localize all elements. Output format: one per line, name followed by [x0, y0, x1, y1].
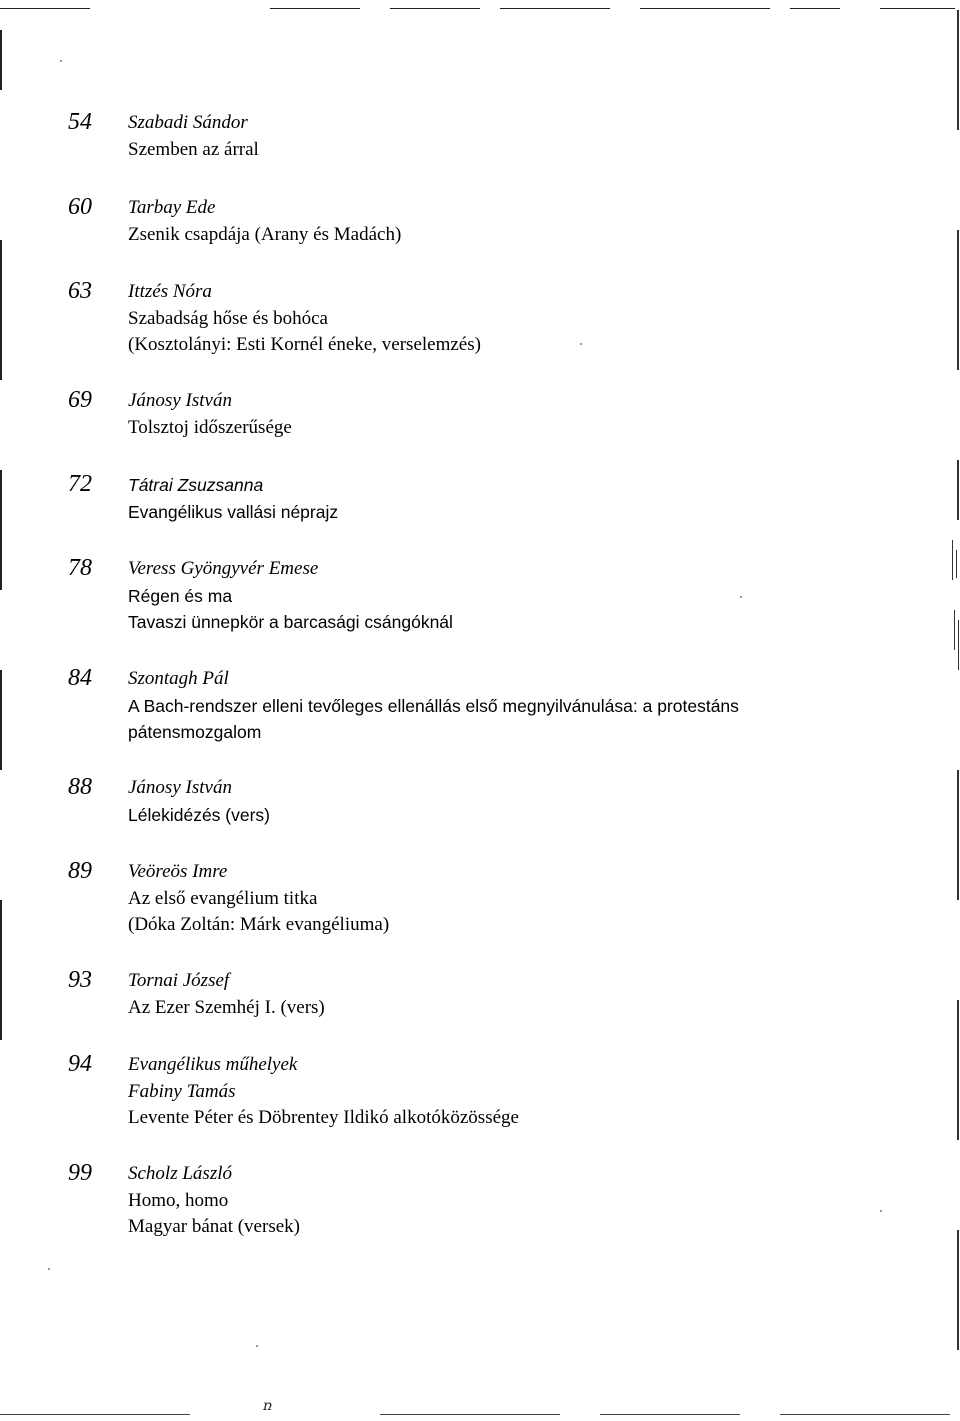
entry-page-number: 99 — [68, 1160, 92, 1186]
scan-speck — [256, 1345, 258, 1347]
scan-top-rule — [640, 8, 770, 9]
entry-page-number: 84 — [68, 665, 92, 691]
entry-author: Ittzés Nóra — [128, 281, 212, 302]
scan-left-edge — [0, 240, 2, 380]
scan-right-edge — [957, 230, 959, 370]
scan-left-edge — [0, 30, 2, 90]
scan-bottom-rule — [0, 1414, 190, 1415]
scan-speck — [60, 60, 62, 62]
entry-page-number: 89 — [68, 858, 92, 884]
scan-fold-marks — [950, 540, 960, 680]
entry-page-number: 69 — [68, 387, 92, 413]
scan-left-edge — [0, 470, 2, 590]
scan-top-rule — [790, 8, 840, 9]
entry-author: Veress Gyöngyvér Emese — [128, 558, 319, 579]
entry-title: Evangélikus vallási néprajz — [128, 501, 339, 522]
entry-title: Zsenik csapdája (Arany és Madách) — [128, 223, 402, 245]
scan-bottom-rule — [600, 1414, 740, 1415]
entry-author: Tátrai Zsuzsanna — [128, 475, 264, 495]
scan-top-rule — [880, 8, 955, 9]
entry-page-number: 78 — [68, 555, 92, 581]
entry-page-number: 63 — [68, 278, 92, 304]
scan-speck — [48, 1268, 50, 1270]
entry-page-number: 54 — [68, 109, 92, 135]
entry-section-title: Evangélikus műhelyek — [128, 1054, 298, 1075]
entry-author: Scholz László — [128, 1163, 232, 1184]
entry-title: Szemben az árral — [128, 138, 259, 160]
scan-left-edge — [0, 900, 2, 1040]
scan-right-edge — [957, 460, 959, 520]
entry-author: Jánosy István — [128, 777, 232, 798]
entry-author: Tornai József — [128, 970, 230, 991]
entry-page-number: 94 — [68, 1051, 92, 1077]
scan-top-rule — [500, 8, 610, 9]
entry-page-number: 60 — [68, 194, 92, 220]
scan-right-edge — [957, 770, 959, 900]
scan-right-edge — [957, 10, 959, 130]
entry-author: Szabadi Sándor — [128, 112, 248, 133]
entry-subtitle: (Kosztolányi: Esti Kornél éneke, verselemzés) — [128, 334, 481, 355]
scan-top-rule — [270, 8, 360, 9]
entry-title: Levente Péter és Döbrentey Ildikó alkotóközössége — [128, 1107, 519, 1128]
scan-right-edge — [957, 1230, 959, 1350]
entry-page-number: 72 — [68, 471, 92, 497]
entry-title: Tolsztoj időszerűsége — [128, 416, 292, 438]
scan-top-rule — [390, 8, 480, 9]
entry-author: Szontagh Pál — [128, 668, 229, 689]
entry-page-number: 93 — [68, 967, 92, 993]
entry-subtitle: (Dóka Zoltán: Márk evangéliuma) — [128, 914, 390, 935]
scan-footer-mark: ռ — [263, 1399, 273, 1414]
entry-page-number: 88 — [68, 774, 92, 800]
entry-title-second: Magyar bánat (versek) — [128, 1216, 300, 1237]
entry-title-continued: pátensmozgalom — [128, 722, 262, 742]
entry-author: Tarbay Ede — [128, 197, 216, 218]
entry-author: Jánosy István — [128, 390, 232, 411]
scan-bottom-rule — [780, 1414, 950, 1415]
entry-title: Az Ezer Szemhéj I. (vers) — [128, 996, 325, 1018]
scan-left-edge — [0, 670, 2, 770]
entry-title: Lélekidézés (vers) — [128, 804, 270, 825]
entry-title: Szabadság hőse és bohóca — [128, 307, 328, 329]
scan-right-edge — [957, 1000, 959, 1140]
entry-title: Az első evangélium titka — [128, 887, 318, 909]
entry-author: Veöreös Imre — [128, 861, 228, 882]
entry-title: Régen és ma — [128, 585, 233, 606]
entry-title: Homo, homo — [128, 1189, 229, 1211]
scan-bottom-rule — [380, 1414, 560, 1415]
entry-title: A Bach-rendszer elleni tevőleges ellenállás első megnyilvánulása: a protestáns — [128, 695, 739, 716]
entry-author: Fabiny Tamás — [128, 1080, 236, 1102]
scan-top-rule — [0, 8, 90, 9]
entry-subtitle: Tavaszi ünnepkör a barcasági csángóknál — [128, 612, 453, 632]
